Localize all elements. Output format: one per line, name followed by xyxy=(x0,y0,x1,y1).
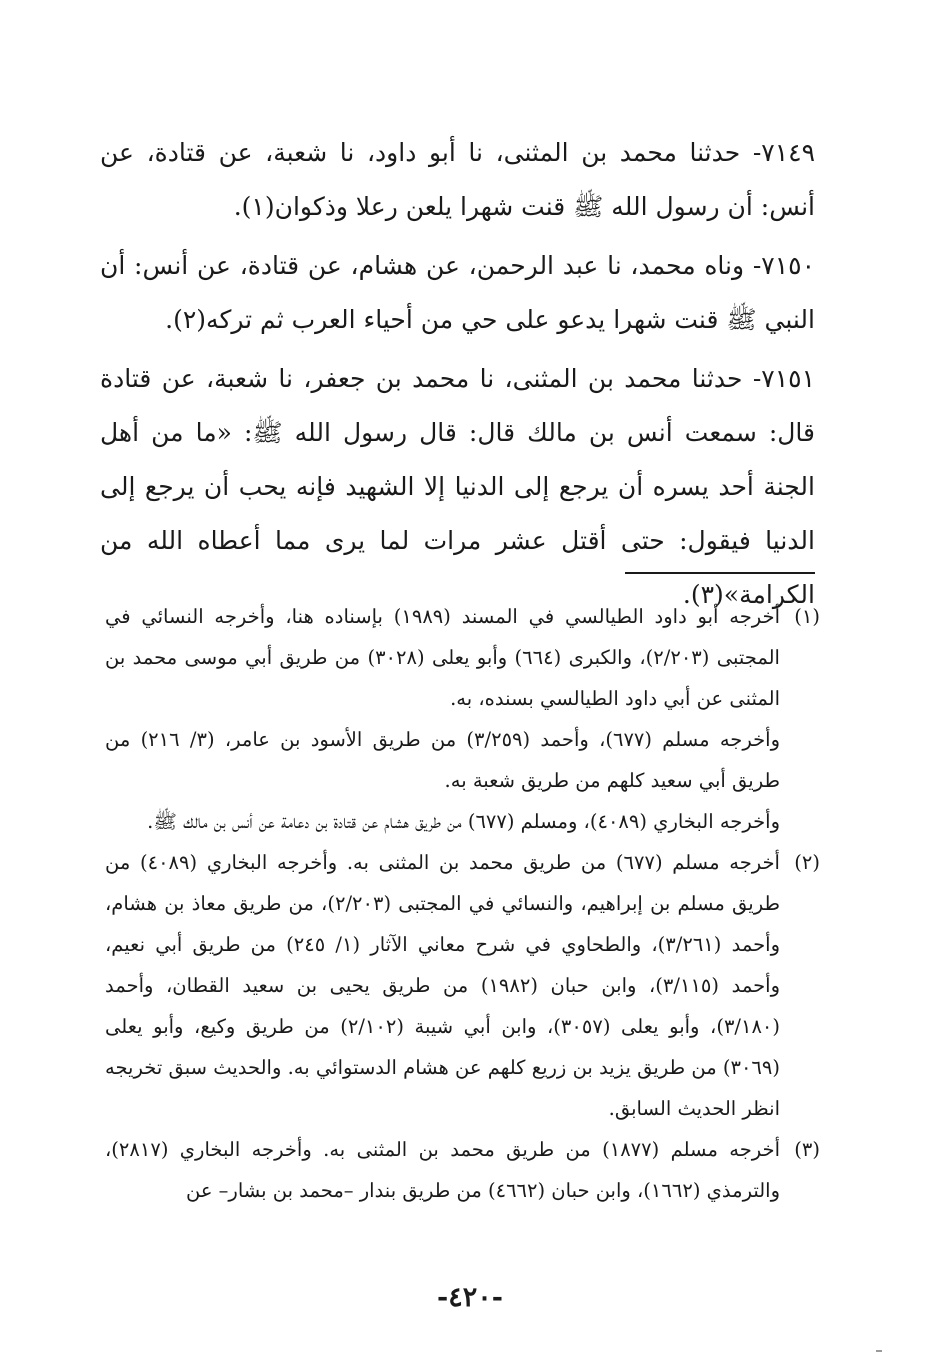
footnotes xyxy=(105,596,820,1211)
page-number: -٤٢٠- xyxy=(437,1282,503,1313)
hadith-7150: ٧١٥٠- وناه محمد، نا عبد الرحمن، عن هشام، عن قتادة، عن أنس: أن النبي ﷺ قنت شهرا يدعو على حي من أحياء العرب ثم تركه(٢). xyxy=(100,251,815,334)
footnote-paragraph: أخرجه مسلم (١٨٧٧) من طريق محمد بن المثنى به. وأخرجه البخاري (٢٨١٧)، والترمذي (١٦٦٢)، وابن حبان (٤٦٦٢) من طريق بندار –محمد بن بشار– عن xyxy=(105,1138,780,1202)
hadith-7149: ٧١٤٩- حدثنا محمد بن المثنى، نا أبو داود، نا شعبة، عن قتادة، عن أنس: أن رسول الله ﷺ قنت شهرا يلعن رعلا وذكوان(١). xyxy=(100,138,815,221)
main-text xyxy=(100,126,815,627)
footnote-separator xyxy=(625,572,815,574)
footnote-3 xyxy=(105,1129,820,1211)
footnote-1 xyxy=(105,596,820,842)
footnote-2 xyxy=(105,842,820,1129)
footnote-body xyxy=(105,596,780,842)
footnote-body xyxy=(105,1129,780,1211)
footnote-paragraph: وأخرجه مسلم (٦٧٧)، وأحمد (٣/٢٥٩) من طريق الأسود بن عامر، (٣/ ٢١٦) من طريق أبي سعيد كلهم من طريق شعبة به. xyxy=(105,728,780,792)
footnote-number: (٢) xyxy=(794,851,820,874)
footnote-paragraph: وأخرجه البخاري (٤٠٨٩)، ومسلم (٦٧٧) من طريق هشام عن قتادة بن دعامة عن أنس بن مالك ﷺ. xyxy=(147,810,780,833)
scan-mark xyxy=(876,1350,882,1352)
footnote-number: (١) xyxy=(794,605,820,628)
footnote-paragraph: أخرجه أبو داود الطيالسي في المسند (١٩٨٩) بإسناده هنا، وأخرجه النسائي في المجتبى (٢/٢٠٣)، والكبرى (٦٦٤) وأبو يعلى (٣٠٢٨) من طريق أبي موسى محمد بن المثنى عن أبي داود الطيالسي بسنده، به. xyxy=(105,605,780,710)
footnote-paragraph: أخرجه مسلم (٦٧٧) من طريق محمد بن المثنى به. وأخرجه البخاري (٤٠٨٩) من طريق مسلم بن إبراهيم، والنسائي في المجتبى (٢/٢٠٣)، من طريق معاذ بن هشام، وأحمد (٣/٢٦١)، والطحاوي في شرح معاني الآثار (١/ ٢٤٥) من طريق أبي نعيم، وأحمد (٣/١١٥)، وابن حبان (١٩٨٢) من طريق يحيى بن سعيد القطان، وأحمد (٣/١٨٠)، وأبو يعلى (٣٠٥٧)، وابن أبي شيبة (٢/١٠٢) من طريق وكيع، وأبو يعلى (٣٠٦٩) من طريق يزيد بن زريع كلهم عن هشام الدستوائي به. والحديث سبق تخريجه انظر الحديث السابق. xyxy=(105,851,781,1120)
hadith-7151: ٧١٥١- حدثنا محمد بن المثنى، نا محمد بن جعفر، نا شعبة، عن قتادة قال: سمعت أنس بن مالك قال: قال رسول الله ﷺ: «ما من أهل الجنة أحد يسره أن يرجع إلى الدنيا إلا الشهيد فإنه يحب أن يرجع إلى الدنيا فيقول: حتى أقتل عشر مرات لما يرى مما أعطاه الله من الكرامة»(٣). xyxy=(100,364,815,609)
footnote-body xyxy=(105,842,780,1129)
footnote-number: (٣) xyxy=(794,1138,820,1161)
